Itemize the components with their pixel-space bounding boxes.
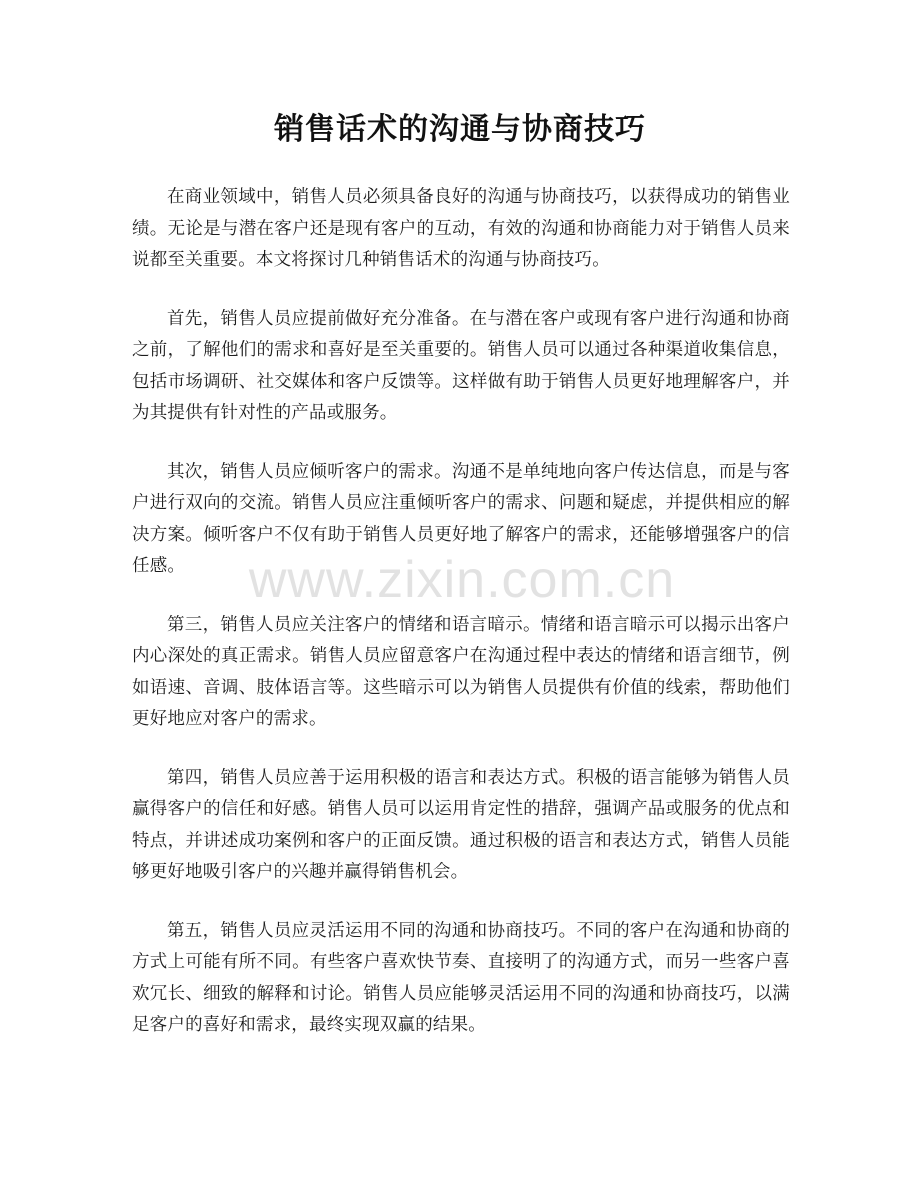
paragraph-intro: 在商业领域中，销售人员必须具备良好的沟通与协商技巧，以获得成功的销售业绩。无论是与潜在客户还是现有客户的互动，有效的沟通和协商能力对于销售人员来说都至关重要。本文将探讨几种销售话术的沟通与协商技巧。 [132,187,790,270]
watermark-text: www.zixin.com.cn [248,551,676,609]
paragraph-third: 第三，销售人员应关注客户的情绪和语言暗示。情绪和语言暗示可以揭示出客户内心深处的真正需求。销售人员应留意客户在沟通过程中表达的情绪和语言细节，例如语速、音调、肢体语言等。这些暗示可以为销售人员提供有价值的线索，帮助他们更好地应对客户的需求。 [132,614,790,729]
paragraph-second: 其次，销售人员应倾听客户的需求。沟通不是单纯地向客户传达信息，而是与客户进行双向的交流。销售人员应注重倾听客户的需求、问题和疑虑，并提供相应的解决方案。倾听客户不仅有助于销售人员更好地了解客户的需求，还能够增强客户的信任感。 [132,461,790,576]
document-title: 销售话术的沟通与协商技巧 [274,112,646,147]
document-body [132,182,790,1069]
paragraph-fourth: 第四，销售人员应善于运用积极的语言和表达方式。积极的语言能够为销售人员赢得客户的信任和好感。销售人员可以运用肯定性的措辞，强调产品或服务的优点和特点，并讲述成功案例和客户的正面反馈。通过积极的语言和表达方式，销售人员能够更好地吸引客户的兴趣并赢得销售机会。 [132,767,790,882]
paragraph-fifth: 第五，销售人员应灵活运用不同的沟通和协商技巧。不同的客户在沟通和协商的方式上可能有所不同。有些客户喜欢快节奏、直接明了的沟通方式，而另一些客户喜欢冗长、细致的解释和讨论。销售人员应能够灵活运用不同的沟通和协商技巧，以满足客户的喜好和需求，最终实现双赢的结果。 [132,920,790,1035]
paragraph-first: 首先，销售人员应提前做好充分准备。在与潜在客户或现有客户进行沟通和协商之前，了解他们的需求和喜好是至关重要的。销售人员可以通过各种渠道收集信息，包括市场调研、社交媒体和客户反馈等。这样做有助于销售人员更好地理解客户，并为其提供有针对性的产品或服务。 [132,308,790,423]
